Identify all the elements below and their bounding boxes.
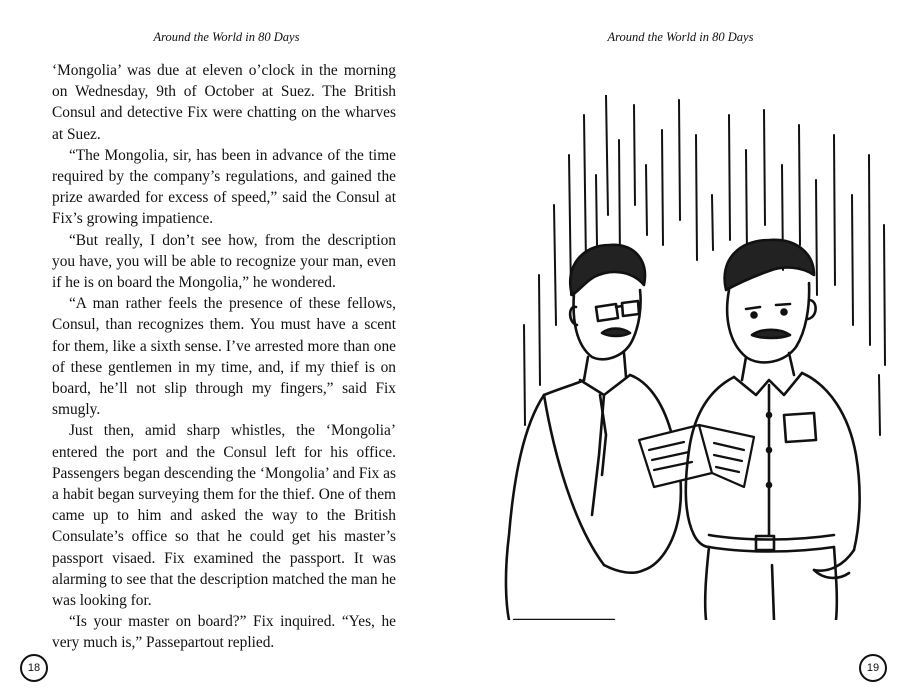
paragraph: “A man rather feels the presence of these fellows, Consul, than recognizes them. You must have a scent for them, like a sixth sense. I’ve arrested more than one of these gentlemen in my time, and, if my thief is on board, he’ll not slip through my fingers,” said Fix smugly. [52, 295, 396, 419]
right-page [454, 0, 907, 700]
two-men-passport-illustration-icon [484, 95, 894, 620]
running-head-left: Around the World in 80 Days [153, 30, 300, 44]
fix-figure [506, 245, 681, 620]
running-head-right: Around the World in 80 Days [607, 30, 754, 44]
page-number-right: 19 [859, 654, 887, 682]
body-text [52, 60, 396, 654]
paragraph: “But really, I don’t see how, from the description you have, you will be able to recognize your man, even if he is on board the Mongolia,” he wondered. [52, 231, 396, 292]
paragraph: Just then, amid sharp whistles, the ‘Mongolia’ entered the port and the Consul left for his office. Passengers began descending the ‘Mongolia’ and Fix as a habit began surveying them for the thief. One of them came up to him and asked the way to the British Consulate’s office so that he could get his master’s passport visaed. Fix examined the passport. It was alarming to see that the description matched the man he was looking for. [52, 422, 396, 610]
paragraph: “The Mongolia, sir, has been in advance of the time required by the company’s regulations, and gained the prize awarded for excess of speed,” said the Consul at Fix’s growing impatience. [52, 146, 396, 228]
paragraph: “Is your master on board?” Fix inquired. “Yes, he very much is,” Passepartout replied. [52, 613, 396, 652]
passport-icon [639, 425, 754, 487]
paragraph: ‘Mongolia’ was due at eleven o’clock in the morning on Wednesday, 9th of October at Suez. The British Consul and detective Fix were chatting on the wharves at Suez. [52, 62, 396, 143]
left-page [0, 0, 453, 700]
page-number-left: 18 [20, 654, 48, 682]
